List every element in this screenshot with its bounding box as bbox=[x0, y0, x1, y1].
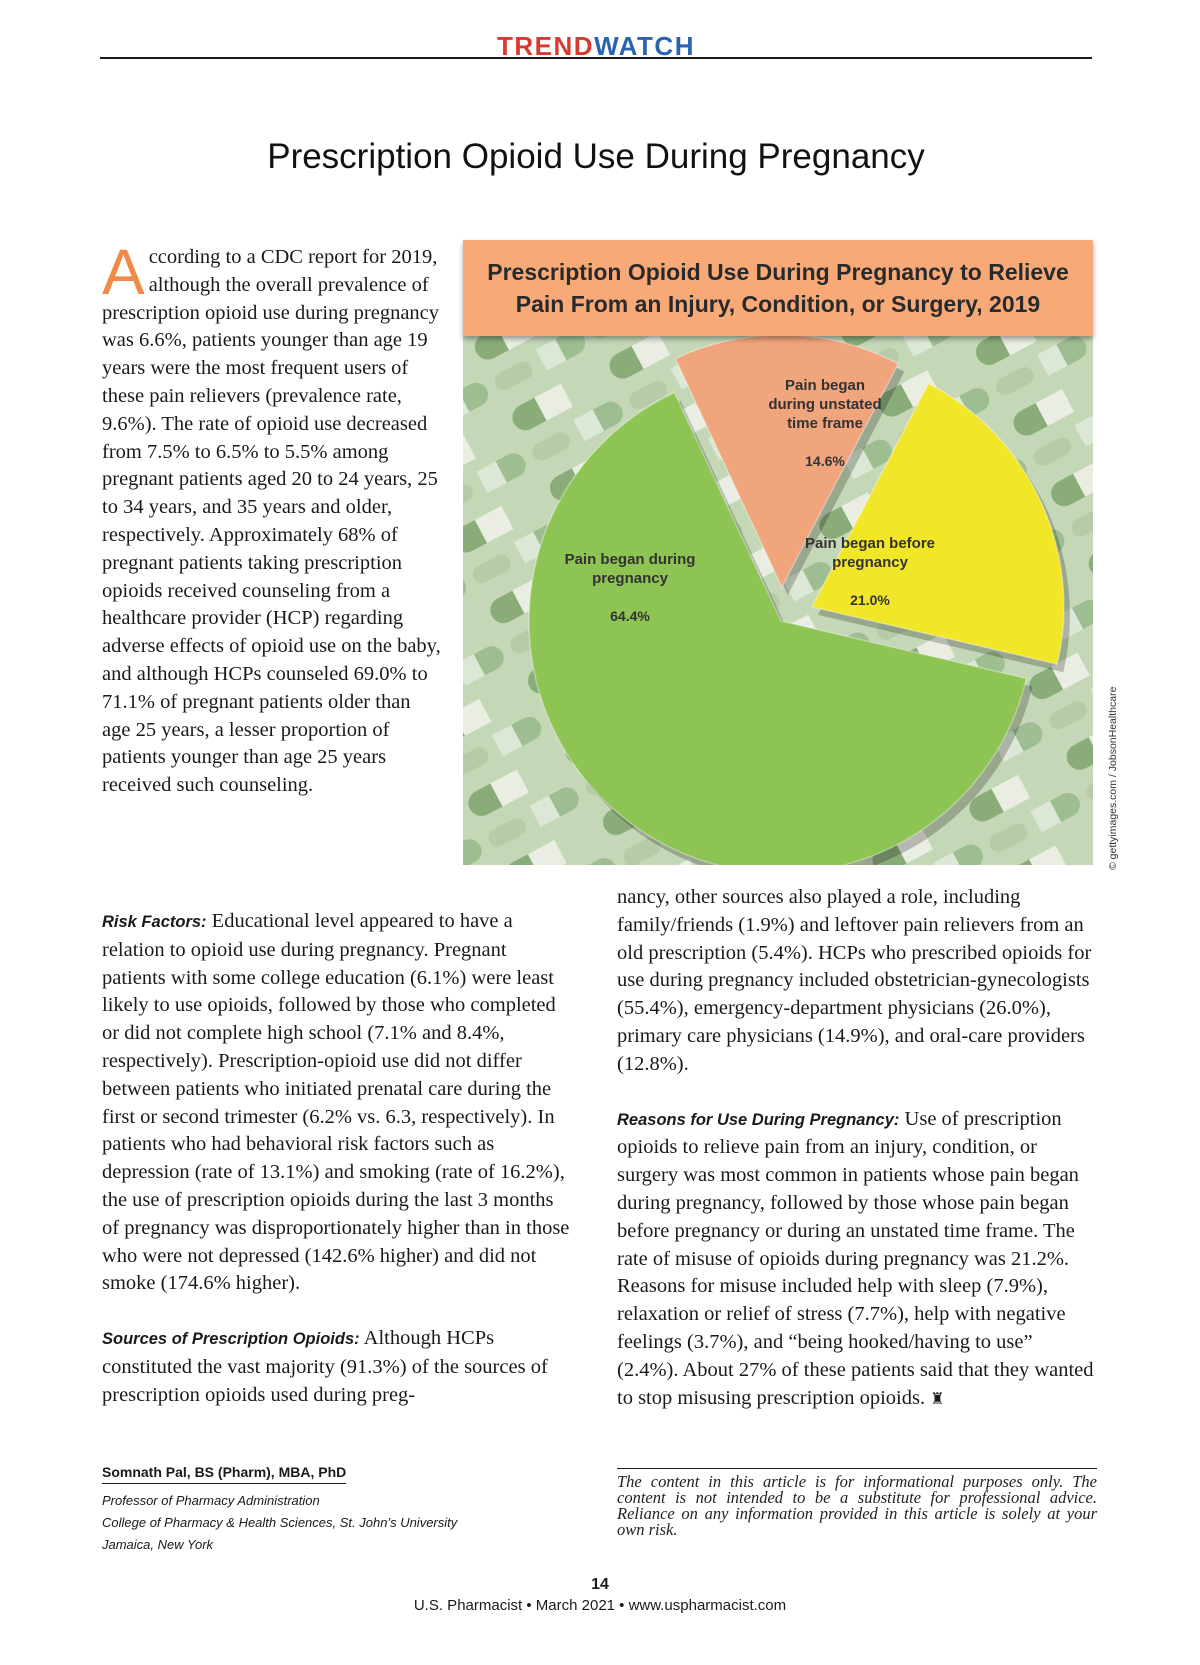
masthead-trend: TREND bbox=[497, 31, 595, 61]
sources-paragraph bbox=[102, 1325, 570, 1409]
sources-continued-paragraph: nancy, other sources also played a role, including family/friends (1.9%) and leftover pain relievers from an old prescription (5.4%). HCPs who prescribed opioids for use during pregnancy included obstetrician-gynecologists (55.4%), emergency-department physicians (26.0%), primary care physicians (14.9%), and oral-care providers (12.8%). bbox=[617, 886, 1092, 1075]
author-name: Somnath Pal, BS (Pharm), MBA, PhD bbox=[102, 1462, 346, 1484]
slice-value-0: 64.4% bbox=[610, 608, 650, 624]
reasons-heading: Reasons for Use During Pregnancy: bbox=[617, 1110, 900, 1129]
sources-text: Although HCPs constituted the vast majority (91.3%) of the sources of prescription opioids used during preg- bbox=[102, 1327, 548, 1406]
risk-factors-text: Educational level appeared to have a relation to opioid use during pregnancy. Pregnant patients with some college education (6.1%) were least likely to use opioids, followed by those who completed or did not complete high school (7.1% and 8.4%, respectively). Prescription-opioid use did not differ between patients who initiated prenatal care during the first or second trimester (6.2% vs. 6.3, respectively). In patients who had behavioral risk factors such as depression (rate of 13.1%) and smoking (rate of 16.2%), the use of prescription opioids during the last 3 months of pregnancy was disproportionately higher than in those who were not depressed (142.6% higher) and did not smoke (174.6% higher). bbox=[102, 910, 570, 1295]
author-block bbox=[102, 1462, 572, 1556]
page-number: 14 bbox=[591, 1576, 609, 1593]
slice-label-0: Pain began during pregnancy bbox=[564, 551, 696, 587]
chart-title: Prescription Opioid Use During Pregnancy to Relieve Pain From an Injury, Condition, or Surgery, 2019 bbox=[487, 259, 1069, 317]
end-mark-icon: ♜ bbox=[930, 1390, 945, 1408]
image-credit: © gettyimages.com / JobsonHealthcare bbox=[1107, 686, 1119, 870]
chart-title-banner bbox=[463, 240, 1093, 336]
intro-text: ccording to a CDC report for 2019, although the overall prevalence of prescription opioid use during pregnancy was 6.6%, patients younger than age 19 years were the most frequent users of these pain relievers (prevalence rate, 9.6%). The rate of opioid use decreased from 7.5% to 6.5% to 5.5% among pregnant patients aged 20 to 24 years, 25 to 34 years, and 35 years and older, respectively. Approximately 68% of pregnant patients taking prescription opioids received counseling from a healthcare provider (HCP) regarding adverse effects of opioid use on the baby, and although HCPs counseled 69.0% to 71.1% of pregnant patients older than age 25 years, a lesser proportion of patients younger than age 25 years received such counseling. bbox=[102, 246, 441, 797]
masthead-rule bbox=[100, 57, 1092, 59]
masthead-logo bbox=[100, 32, 1092, 60]
footer: U.S. Pharmacist • March 2021 • www.uspharmacist.com bbox=[413, 1597, 787, 1614]
slice-value-1: 21.0% bbox=[850, 592, 890, 608]
masthead-watch: WATCH bbox=[594, 31, 695, 61]
slice-value-2: 14.6% bbox=[805, 453, 845, 469]
pie-chart-figure bbox=[463, 240, 1093, 865]
risk-factors-paragraph bbox=[102, 908, 570, 1298]
sources-heading: Sources of Prescription Opioids: bbox=[102, 1330, 360, 1349]
author-affiliation: College of Pharmacy & Health Sciences, St. John’s University bbox=[102, 1515, 458, 1530]
pie-chart bbox=[463, 336, 1093, 865]
left-column bbox=[102, 908, 570, 1410]
disclaimer: The content in this article is for informational purposes only. The content is not intended to be a substitute for professional advice. Reliance on any information provided in this article is solely at your own risk. bbox=[617, 1468, 1097, 1538]
slice-label-1: Pain began before pregnancy bbox=[804, 535, 936, 571]
reasons-text: Use of prescription opioids to relieve pain from an injury, condition, or surgery was most common in patients whose pain began during pregnancy, followed by those whose pain began before pregnancy or during an unstated time frame. The rate of misuse of opioids during pregnancy was 21.2%. Reasons for misuse included help with sleep (7.9%), relaxation or relief of stress (7.7%), help with negative feelings (3.7%), and “being hooked/having to use” (2.4%). About 27% of these patients said that they wanted to stop misusing prescription opioids. bbox=[617, 1107, 1094, 1409]
masthead bbox=[100, 30, 1092, 64]
right-column bbox=[617, 884, 1097, 1413]
risk-factors-heading: Risk Factors: bbox=[102, 913, 207, 931]
page-title: Prescription Opioid Use During Pregnancy bbox=[267, 137, 925, 176]
author-title: Professor of Pharmacy Administration bbox=[102, 1493, 320, 1508]
intro-paragraph bbox=[102, 236, 442, 800]
reasons-paragraph bbox=[617, 1106, 1097, 1414]
author-location: Jamaica, New York bbox=[102, 1537, 214, 1552]
dropcap: A bbox=[102, 236, 145, 308]
slice-label-2: Pain began during unstated time frame bbox=[768, 377, 882, 432]
